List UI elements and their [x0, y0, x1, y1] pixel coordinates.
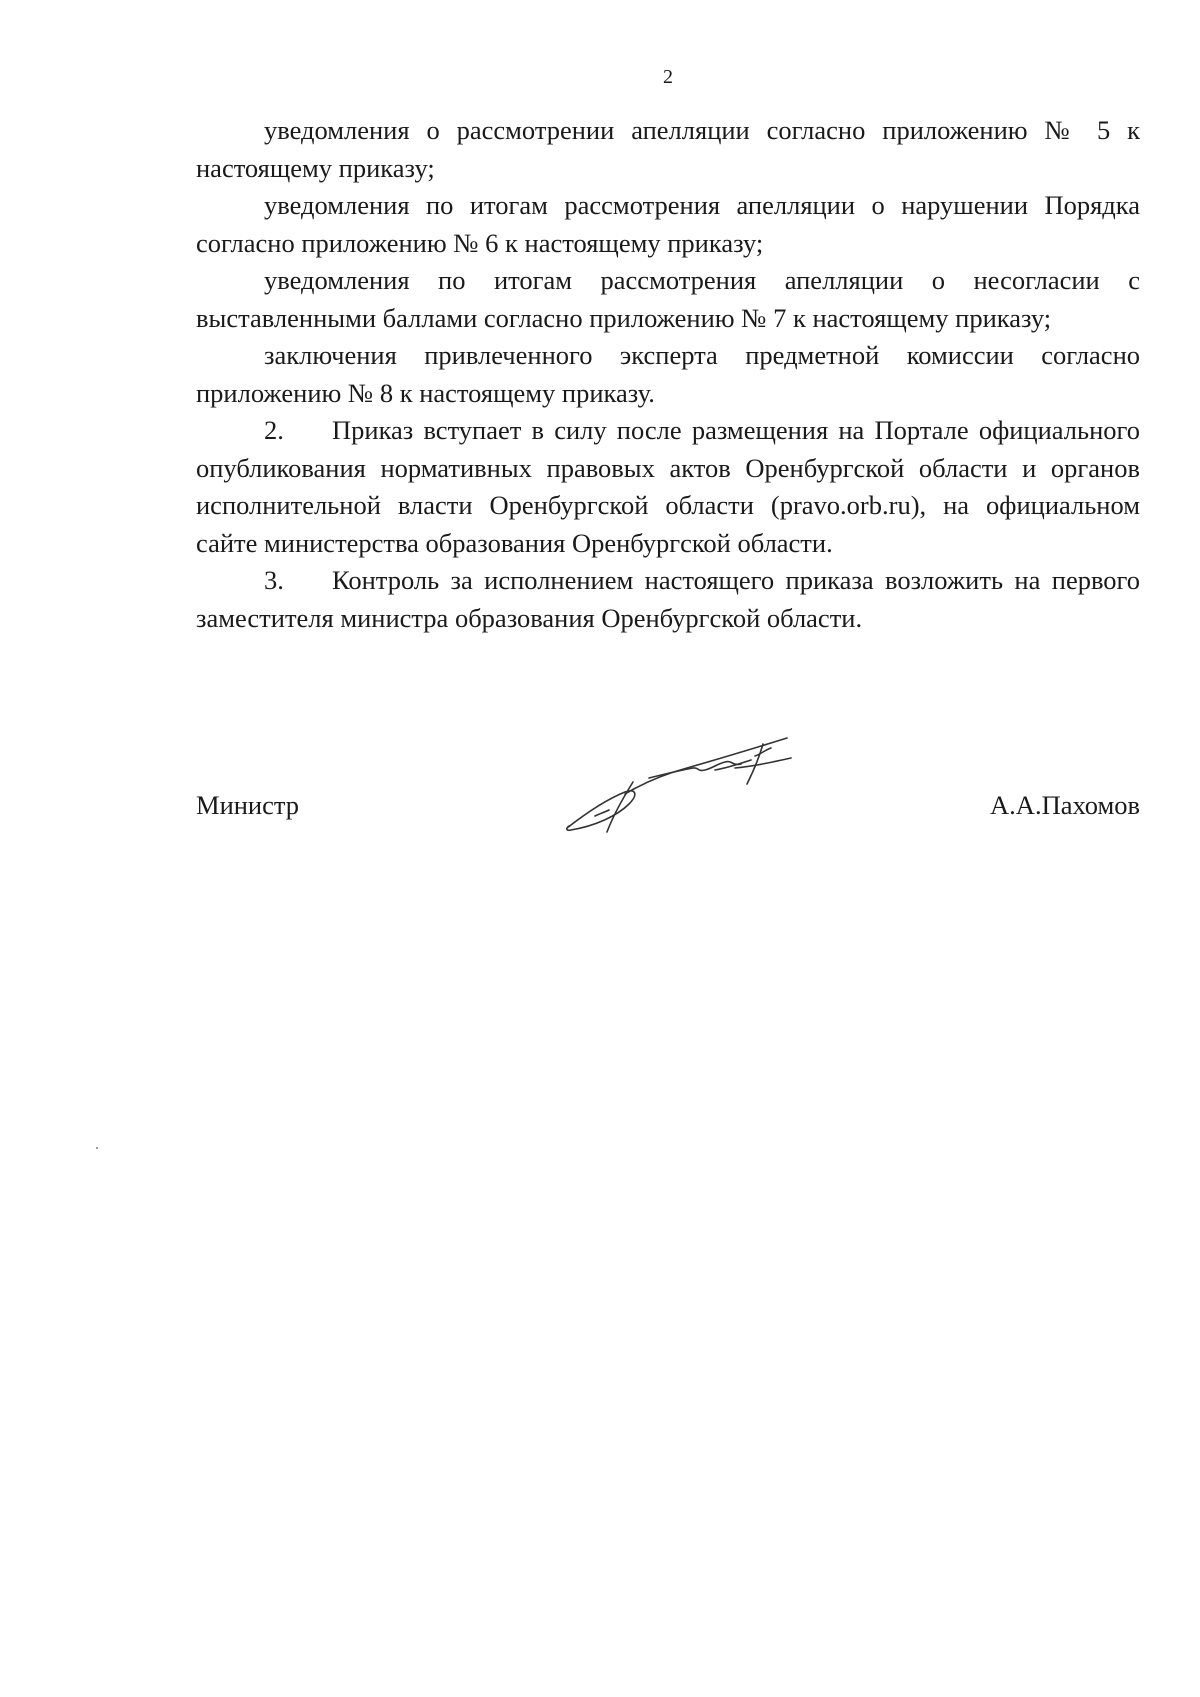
scan-artifact	[96, 1147, 98, 1149]
signatory-name: А.А.Пахомов	[990, 790, 1140, 820]
paragraph-appendix-7: уведомления по итогам рассмотрения апелляции о несогласии с выставленными баллами согласно приложению № 7 к настоящему приказу;	[196, 265, 1140, 333]
item-text: Контроль за исполнением настоящего приказа возложить на первого заместителя министра образования Оренбургской области.	[196, 565, 1140, 633]
numbered-item-2	[196, 412, 1140, 562]
numbered-item-3	[196, 562, 1140, 637]
page-number: 2	[663, 66, 673, 88]
signatory-title: Министр	[196, 790, 300, 820]
signature-block	[196, 790, 1140, 830]
item-number: 2.	[264, 415, 284, 445]
document-body	[196, 112, 1140, 637]
item-number: 3.	[264, 565, 284, 595]
paragraph-appendix-6: уведомления по итогам рассмотрения апелляции о нарушении Порядка согласно приложению № 6 к настоящему приказу;	[196, 190, 1140, 258]
paragraph-appendix-8: заключения привлеченного эксперта предметной комиссии согласно приложению № 8 к настоящему приказу.	[196, 340, 1140, 408]
item-text: Приказ вступает в силу после размещения на Портале официального опубликования нормативных правовых актов Оренбургской области и органов исполнительной власти Оренбургской области (pravo.orb.ru), на официальном сайте министерства образования Оренбургской области.	[196, 415, 1140, 558]
paragraph-appendix-5: уведомления о рассмотрении апелляции согласно приложению № 5 к настоящему приказу;	[196, 115, 1140, 183]
